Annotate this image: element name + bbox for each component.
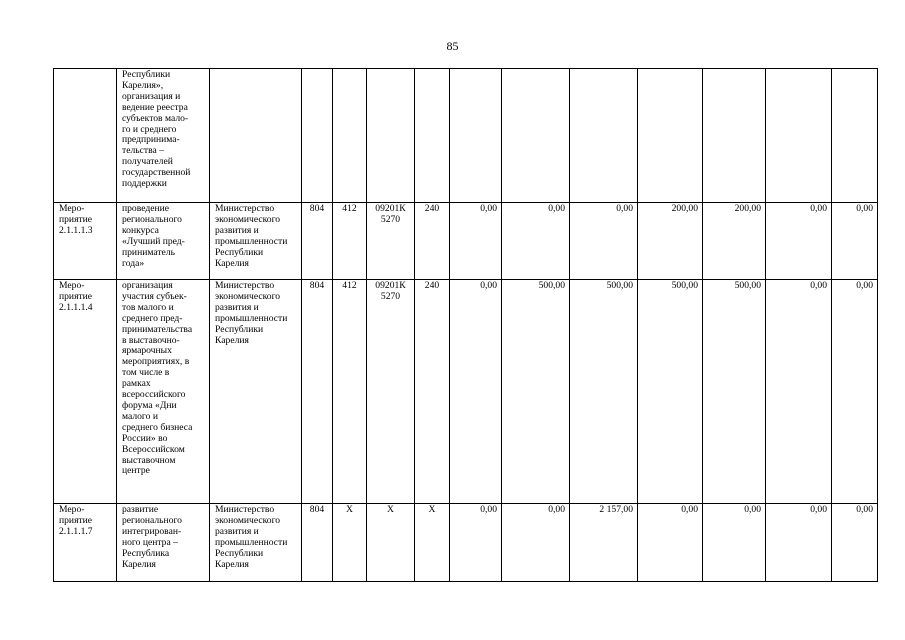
value-cell-5: 500,00 <box>703 280 766 504</box>
vr-cell: Х <box>415 504 450 582</box>
csr-cell <box>367 69 415 203</box>
vr-cell <box>415 69 450 203</box>
value-cell-6: 0,00 <box>766 280 832 504</box>
value-cell-1: 0,00 <box>450 203 502 280</box>
budget-table <box>53 68 878 582</box>
event-cell: Меро- приятие 2.1.1.1.3 <box>54 203 117 280</box>
value-cell-3: 500,00 <box>570 280 638 504</box>
csr-cell: Х <box>367 504 415 582</box>
table-body <box>54 69 878 582</box>
value-cell-1: 0,00 <box>450 280 502 504</box>
value-cell-3 <box>570 69 638 203</box>
executor-cell: Министерство экономического развития и промышленности Республики Карелия <box>210 504 302 582</box>
description-cell: организация участия субъек- тов малого и среднего пред- принимательства в выставочно- ярмарочных мероприятиях, в том числе в рамках всероссийского форума «Дни малого и среднего бизнеса России» во Всероссийском выставочном центре <box>117 280 210 504</box>
grbs-cell: 804 <box>302 280 333 504</box>
description-cell: проведение регионального конкурса «Лучший пред- приниматель года» <box>117 203 210 280</box>
value-cell-1 <box>450 69 502 203</box>
executor-cell <box>210 69 302 203</box>
rzpr-cell: 412 <box>333 203 367 280</box>
value-cell-4: 0,00 <box>638 504 703 582</box>
value-cell-7 <box>832 69 878 203</box>
value-cell-3: 0,00 <box>570 203 638 280</box>
value-cell-4: 200,00 <box>638 203 703 280</box>
event-cell <box>54 69 117 203</box>
rzpr-cell: 412 <box>333 280 367 504</box>
description-cell: развитие регионального интегрирован- ного центра – Республика Карелия <box>117 504 210 582</box>
table-row <box>54 504 878 582</box>
vr-cell: 240 <box>415 203 450 280</box>
value-cell-3: 2 157,00 <box>570 504 638 582</box>
table-row <box>54 69 878 203</box>
rzpr-cell <box>333 69 367 203</box>
value-cell-2 <box>502 69 570 203</box>
value-cell-4 <box>638 69 703 203</box>
vr-cell: 240 <box>415 280 450 504</box>
grbs-cell: 804 <box>302 203 333 280</box>
value-cell-7: 0,00 <box>832 203 878 280</box>
executor-cell: Министерство экономического развития и промышленности Республики Карелия <box>210 203 302 280</box>
executor-cell: Министерство экономического развития и промышленности Республики Карелия <box>210 280 302 504</box>
value-cell-2: 500,00 <box>502 280 570 504</box>
value-cell-4: 500,00 <box>638 280 703 504</box>
page-number: 85 <box>446 39 459 53</box>
value-cell-6 <box>766 69 832 203</box>
value-cell-7: 0,00 <box>832 280 878 504</box>
event-cell: Меро- приятие 2.1.1.1.7 <box>54 504 117 582</box>
csr-cell: 09201К 5270 <box>367 280 415 504</box>
value-cell-6: 0,00 <box>766 203 832 280</box>
grbs-cell: 804 <box>302 504 333 582</box>
value-cell-5: 0,00 <box>703 504 766 582</box>
value-cell-2: 0,00 <box>502 504 570 582</box>
value-cell-6: 0,00 <box>766 504 832 582</box>
csr-cell: 09201К 5270 <box>367 203 415 280</box>
table-row <box>54 280 878 504</box>
event-cell: Меро- приятие 2.1.1.1.4 <box>54 280 117 504</box>
value-cell-2: 0,00 <box>502 203 570 280</box>
value-cell-5: 200,00 <box>703 203 766 280</box>
value-cell-5 <box>703 69 766 203</box>
table-row <box>54 203 878 280</box>
value-cell-1: 0,00 <box>450 504 502 582</box>
description-cell: Республики Карелия», организация и ведение реестра субъектов мало- го и среднего предпринима- тельства – получателей государственной поддержки <box>117 69 210 203</box>
grbs-cell <box>302 69 333 203</box>
rzpr-cell: Х <box>333 504 367 582</box>
value-cell-7: 0,00 <box>832 504 878 582</box>
